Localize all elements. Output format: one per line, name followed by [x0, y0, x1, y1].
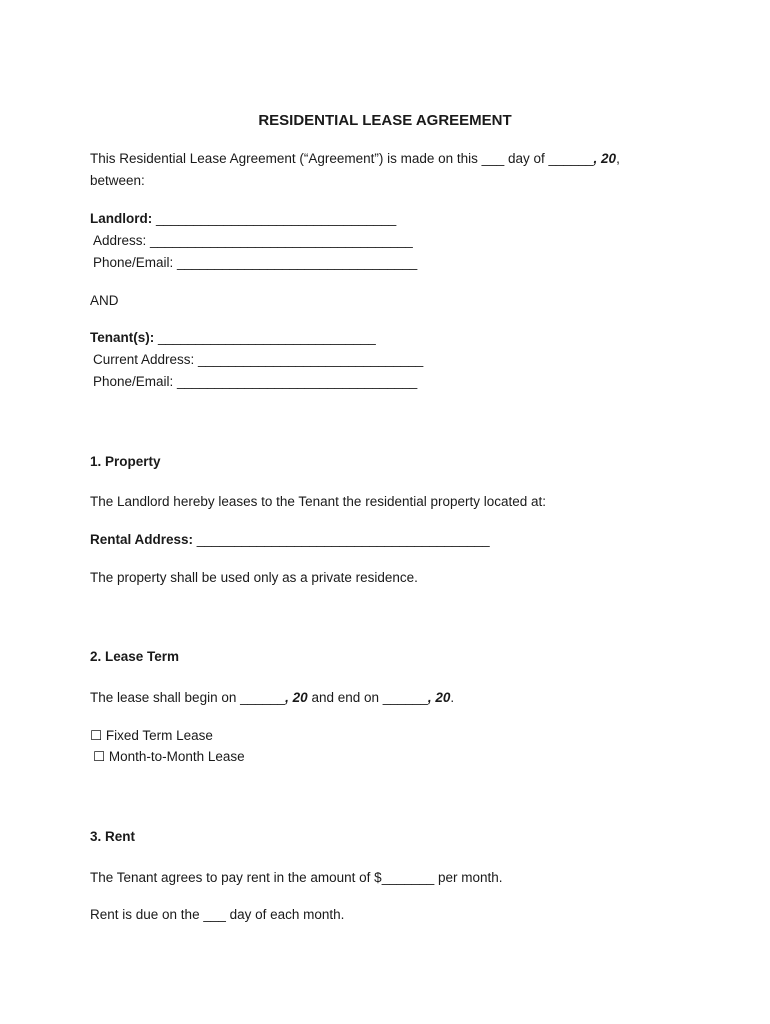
lease-end-year: , 20	[427, 690, 451, 705]
month-to-month-checkbox[interactable]: ☐ Month-to-Month Lease	[93, 749, 245, 764]
lease-term-line	[90, 689, 454, 707]
intro-between: between:	[90, 173, 145, 188]
lease-end-text: and end on ______	[307, 690, 428, 705]
section3-heading: 3. Rent	[90, 829, 136, 844]
tenant-address: Current Address: ______________________________	[93, 352, 424, 367]
landlord-phone: Phone/Email: ________________________________	[93, 255, 418, 270]
intro-comma: ,	[616, 151, 620, 166]
lease-begin-text: The lease shall begin on ______	[90, 690, 286, 705]
tenant-line	[90, 329, 376, 347]
landlord-address: Address: ___________________________________	[93, 233, 413, 248]
rent-due-text: Rent is due on the ___ day of each month.	[90, 907, 345, 922]
rental-address-label: Rental Address:	[90, 532, 194, 547]
section2-heading: 2. Lease Term	[90, 649, 180, 664]
section1-text: The Landlord hereby leases to the Tenant the residential property located at:	[90, 494, 547, 509]
landlord-line	[90, 210, 396, 228]
tenant-blank: _____________________________	[154, 330, 376, 345]
rent-amount-text: The Tenant agrees to pay rent in the amount of $_______ per month.	[90, 870, 503, 885]
rental-address-blank: _______________________________________	[193, 532, 490, 547]
section1-heading: 1. Property	[90, 454, 161, 469]
fixed-term-checkbox[interactable]: ☐ Fixed Term Lease	[90, 728, 213, 743]
lease-term-period: .	[450, 690, 455, 705]
intro-line	[90, 150, 620, 168]
lease-begin-year: , 20	[285, 690, 308, 705]
tenant-phone: Phone/Email: ________________________________	[93, 374, 418, 389]
tenant-label: Tenant(s):	[90, 330, 155, 345]
rental-address-line	[90, 531, 490, 549]
intro-year: , 20	[593, 151, 617, 166]
landlord-blank: ________________________________	[152, 211, 397, 226]
document-title: RESIDENTIAL LEASE AGREEMENT	[258, 112, 512, 129]
landlord-label: Landlord:	[90, 211, 153, 226]
intro-text: This Residential Lease Agreement (“Agreement”) is made on this ___ day of ______	[90, 151, 594, 166]
section1-use-text: The property shall be used only as a private residence.	[90, 570, 418, 585]
and-label: AND	[90, 293, 119, 308]
